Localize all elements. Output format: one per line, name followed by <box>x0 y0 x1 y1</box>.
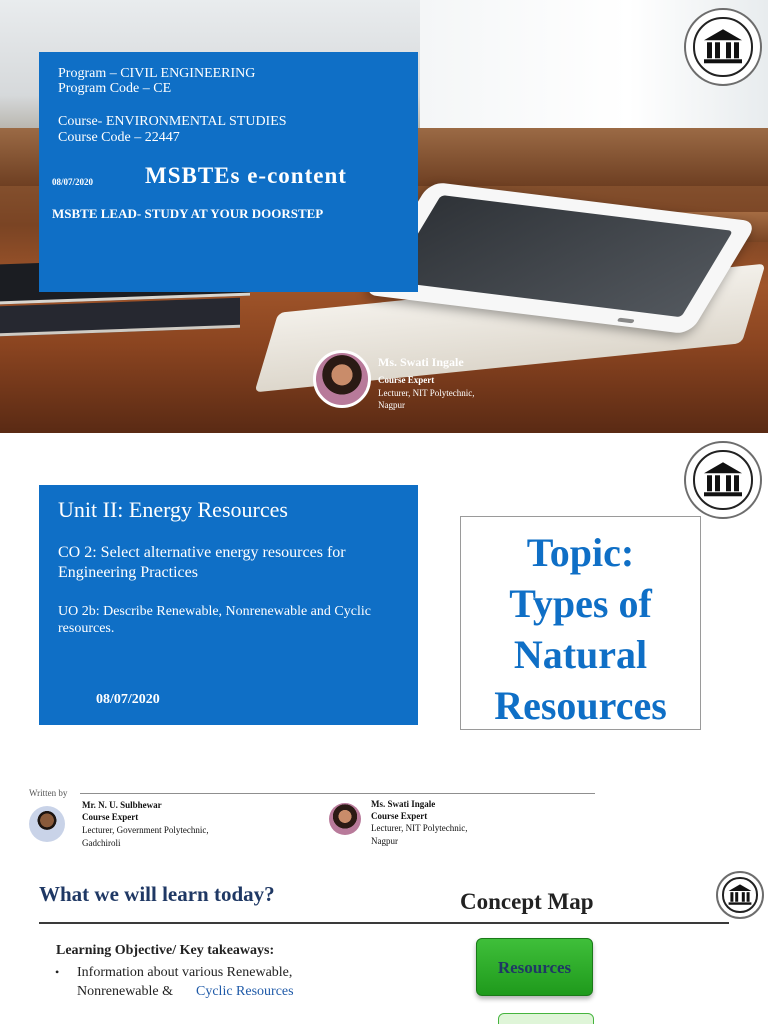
unit-title: Unit II: Energy Resources <box>58 497 288 522</box>
bullet-text: Information about various Renewable, <box>77 965 293 980</box>
topic-line: Topic: <box>526 530 635 575</box>
slide-title-text: MSBTEs e-content <box>145 163 347 188</box>
author-affiliation: Lecturer, NIT Polytechnic, <box>371 823 468 833</box>
author-name: Mr. N. U. Sulbhewar <box>82 800 162 810</box>
presenter-name: Ms. Swati Ingale <box>378 355 464 369</box>
topic-heading <box>461 527 700 731</box>
logo-book-glyph <box>728 884 752 906</box>
author-photo <box>329 803 361 835</box>
bullet-text: Nonrenewable & <box>77 984 174 999</box>
msbte-logo-icon <box>716 871 764 919</box>
slide-title-text: What we will learn today? <box>39 882 275 906</box>
author-name: Ms. Swati Ingale <box>371 799 436 809</box>
author-role: Course Expert <box>82 812 139 822</box>
unit-outcome-text: UO 2b: Describe Renewable, Nonrenewable and Cyclic resources. <box>58 604 371 636</box>
msbte-logo-icon <box>684 441 762 519</box>
presenter-photo <box>313 350 371 408</box>
author-role: Course Expert <box>371 811 428 821</box>
topic-line: Natural <box>513 632 648 677</box>
date-text: 08/07/2020 <box>96 692 160 707</box>
presenter-city: Nagpur <box>378 400 405 410</box>
objective-heading: Learning Objective/ Key takeaways: <box>56 943 275 958</box>
topic-line: Resources <box>494 683 667 728</box>
date-text: 08/07/2020 <box>52 177 94 187</box>
divider <box>80 793 595 794</box>
slide-unit-topic <box>0 433 768 865</box>
presenter-affiliation: Lecturer, NIT Polytechnic, <box>378 388 475 398</box>
author-affiliation: Lecturer, Government Polytechnic, <box>82 825 209 835</box>
program-code-text: Program Code – CE <box>58 81 172 96</box>
concept-map-title: Concept Map <box>460 889 594 914</box>
course-outcome-text: CO 2: Select alternative energy resources for Engineering Practices <box>58 544 346 581</box>
course-text: Course- ENVIRONMENTAL STUDIES <box>58 114 287 129</box>
divider <box>39 922 729 924</box>
slide-title <box>0 0 768 433</box>
logo-book-glyph <box>703 461 743 497</box>
course-code-text: Course Code – 22447 <box>58 130 180 145</box>
author-photo <box>29 806 65 842</box>
bullet-marker: • <box>55 965 60 979</box>
tagline-text: MSBTE LEAD- STUDY AT YOUR DOORSTEP <box>52 206 324 221</box>
author-city: Gadchiroli <box>82 838 121 848</box>
msbte-logo-icon <box>684 8 762 86</box>
concept-node-child <box>498 1013 594 1024</box>
tablet-screen <box>389 195 733 317</box>
bullet-text-highlight: Cyclic Resources <box>196 984 294 999</box>
topic-line: Types of <box>509 581 652 626</box>
slide-learning-objectives <box>0 865 768 1024</box>
concept-node-resources: Resources <box>476 938 593 996</box>
written-by-label: Written by <box>29 788 68 798</box>
topic-box <box>460 516 701 730</box>
presenter-role: Course Expert <box>378 375 435 385</box>
program-text: Program – CIVIL ENGINEERING <box>58 66 256 81</box>
logo-book-glyph <box>703 28 743 64</box>
tablet-dock <box>617 318 635 324</box>
background-book <box>0 298 240 336</box>
author-city: Nagpur <box>371 836 398 846</box>
